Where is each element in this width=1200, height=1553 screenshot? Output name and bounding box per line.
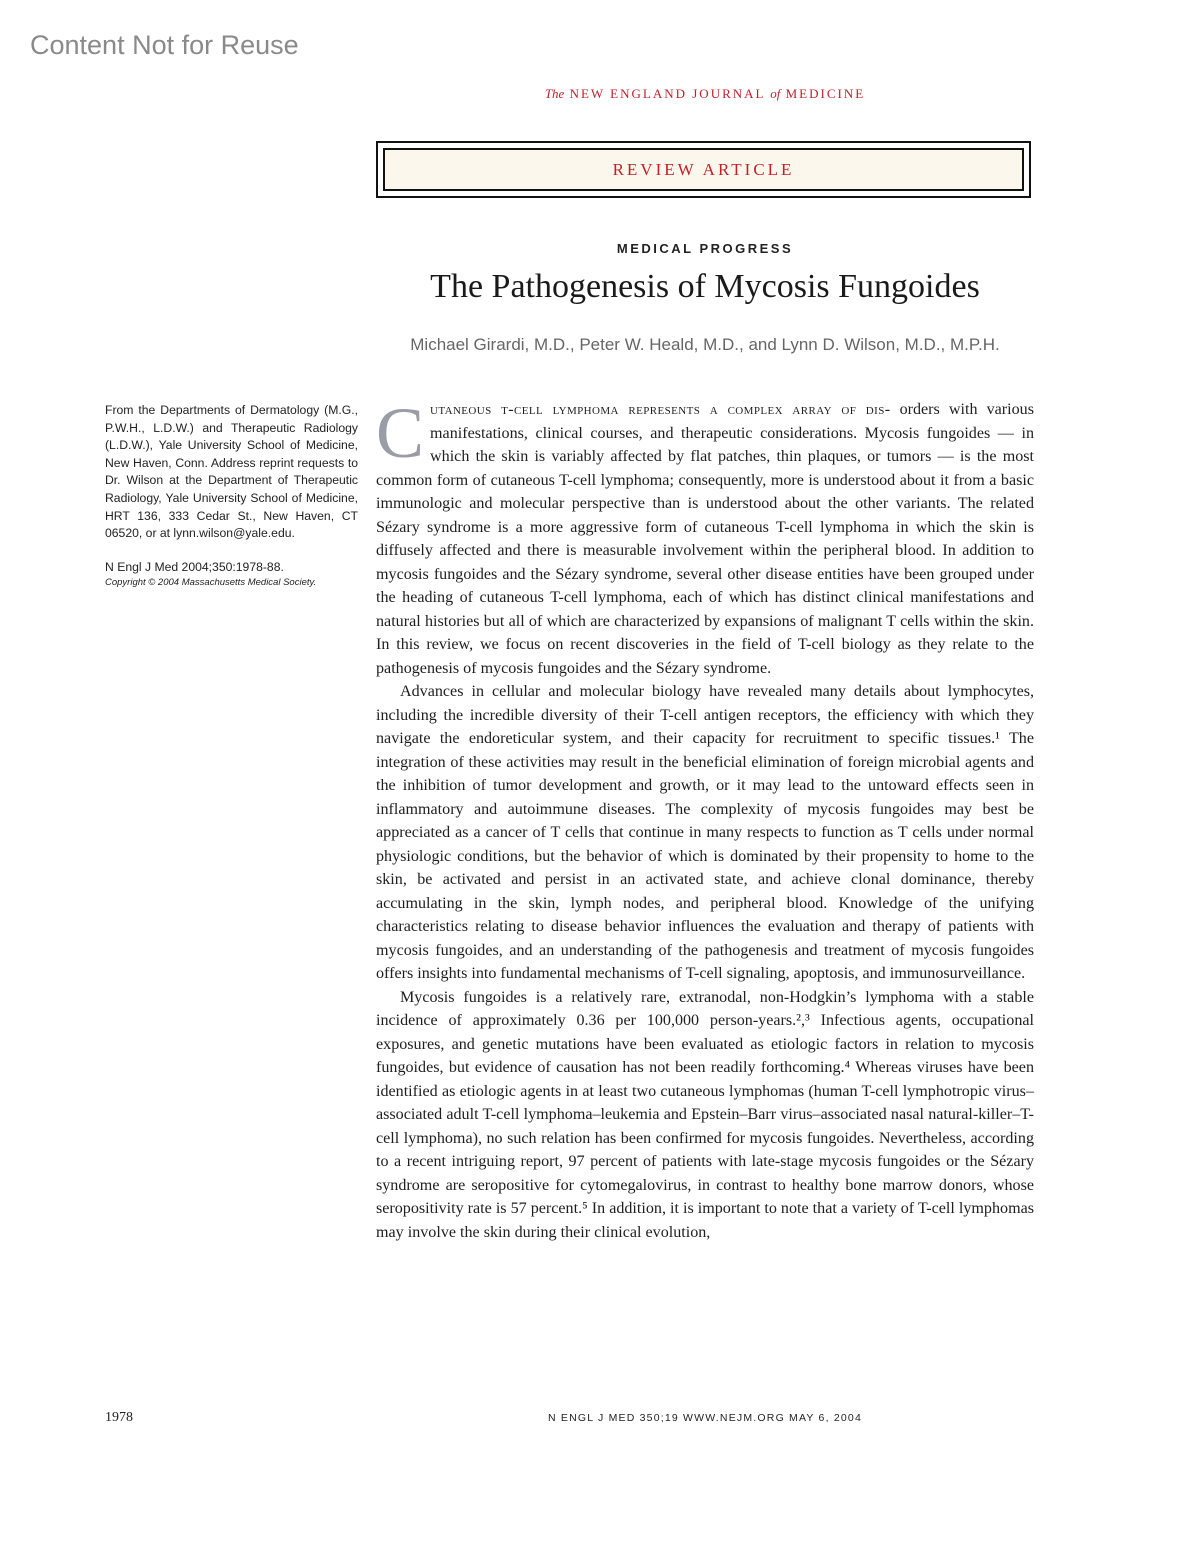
section-banner-label: REVIEW ARTICLE xyxy=(383,148,1024,191)
copyright-notice: Copyright © 2004 Massachusetts Medical Society. xyxy=(105,577,317,589)
article-body xyxy=(376,393,1034,1244)
sidebar-notes xyxy=(105,402,358,590)
article-authors: Michael Girardi, M.D., Peter W. Heald, M.D., and Lynn D. Wilson, M.D., M.P.H. xyxy=(410,335,1000,354)
journal-masthead-prefix: The xyxy=(544,86,565,101)
citation: N Engl J Med 2004;350:1978-88. xyxy=(105,559,284,574)
drop-cap: C xyxy=(376,393,425,473)
body-paragraph-2: Advances in cellular and molecular biology have revealed many details about lymphocytes, including the incredible diversity of their T-cell antigen receptors, the efficiency with which they navigate the endoreticular system, and their capacity for recruitment to specific tissues.¹ The integration of these activities may result in the beneficial elimination of foreign microbial agents and the inhibition of tumor development and growth, or it may lead to the untoward effects seen in inflammatory and autoimmune diseases. The complexity of mycosis fungoides may best be appreciated as a cancer of T cells that continue in many respects to function as T cells under normal physiologic conditions, but the behavior of which is dominated by their propensity to home to the skin, be activated and persist in an activated state, and achieve clonal dominance, thereby accumulating in the skin, lymph nodes, and peripheral blood. Knowledge of the unifying characteristics relating to disease behavior influences the evaluation and therapy of patients with mycosis fungoides, and an understanding of the pathogenesis and treatment of mycosis fungoides offers insights into fundamental mechanisms of T-cell signaling, apoptosis, and immunosurveillance. xyxy=(376,683,1034,982)
page-number: 1978 xyxy=(105,1410,133,1425)
affiliation-note: From the Departments of Dermatology (M.G., P.W.H., L.D.W.) and Therapeutic Radiology (L.D.W.), Yale University School of Medicine, New Haven, Conn. Address reprint requests to Dr. Wilson at the Department of Therapeutic Radiology, Yale University School of Medicine, HRT 136, 333 Cedar St., New Haven, CT 06520, or at lynn.wilson@yale.edu. xyxy=(105,403,358,541)
journal-masthead-part2: MEDICINE xyxy=(785,86,866,101)
journal-masthead-part1: NEW ENGLAND JOURNAL xyxy=(569,86,765,101)
journal-masthead-of: of xyxy=(770,86,781,101)
body-paragraph-3: Mycosis fungoides is a relatively rare, extranodal, non-Hodgkin’s lymphoma with a stable incidence of approximately 0.36 per 100,000 person-years.²,³ Infectious agents, occupational exposures, and genetic mutations have been evaluated as etiologic factors in relation to mycosis fungoides, but evidence of causation has not been readily forthcoming.⁴ Whereas viruses have been identified as etiologic agents in at least two cutaneous lymphomas (human T-cell lymphotropic virus–associated adult T-cell lymphoma–leukemia and Epstein–Barr virus–associated nasal natural-killer–T-cell lymphoma), no such relation has been confirmed for mycosis fungoides. Nevertheless, according to a recent intriguing report, 97 percent of patients with late-stage mycosis fungoides or the Sézary syndrome are seropositive for cytomegalovirus, in contrast to healthy bone marrow donors, whose seropositivity rate is 57 percent.⁵ In addition, it is important to note that a variety of T-cell lymphomas may involve the skin during their clinical evolution, xyxy=(376,988,1034,1241)
lead-in-small-caps: utaneous t-cell lymphoma represents a complex array of dis- xyxy=(430,401,891,418)
section-banner xyxy=(376,141,1031,198)
body-paragraph-1 xyxy=(376,393,1034,680)
article-title: The Pathogenesis of Mycosis Fungoides xyxy=(430,268,980,305)
watermark: Content Not for Reuse xyxy=(30,30,299,60)
article-kicker: MEDICAL PROGRESS xyxy=(616,241,794,256)
journal-masthead xyxy=(376,86,1034,102)
footer-journal-info: N ENGL J MED 350;19 WWW.NEJM.ORG MAY 6, 2004 xyxy=(547,1412,862,1424)
body-paragraph-1-text: orders with various manifestations, clinical courses, and therapeutic considerations. Mycosis fungoides — in which the skin is variably affected by flat patches, thin plaques, or tumors — is the most common form of cutaneous T-cell lymphoma; consequently, more is understood about it from a basic immunologic and molecular perspective than is understood about the other variants. The related Sézary syndrome is a more aggressive form of cutaneous T-cell lymphoma in which the skin is diffusely affected and there is measurable involvement within the peripheral blood. In addition to mycosis fungoides and the Sézary syndrome, several other disease entities have been grouped under the heading of cutaneous T-cell lymphoma, each of which has distinct clinical manifestations and natural histories but all of which are characterized by expansions of malignant T cells within the skin. In this review, we focus on recent discoveries in the field of T-cell biology as they relate to the pathogenesis of mycosis fungoides and the Sézary syndrome. xyxy=(376,401,1034,677)
